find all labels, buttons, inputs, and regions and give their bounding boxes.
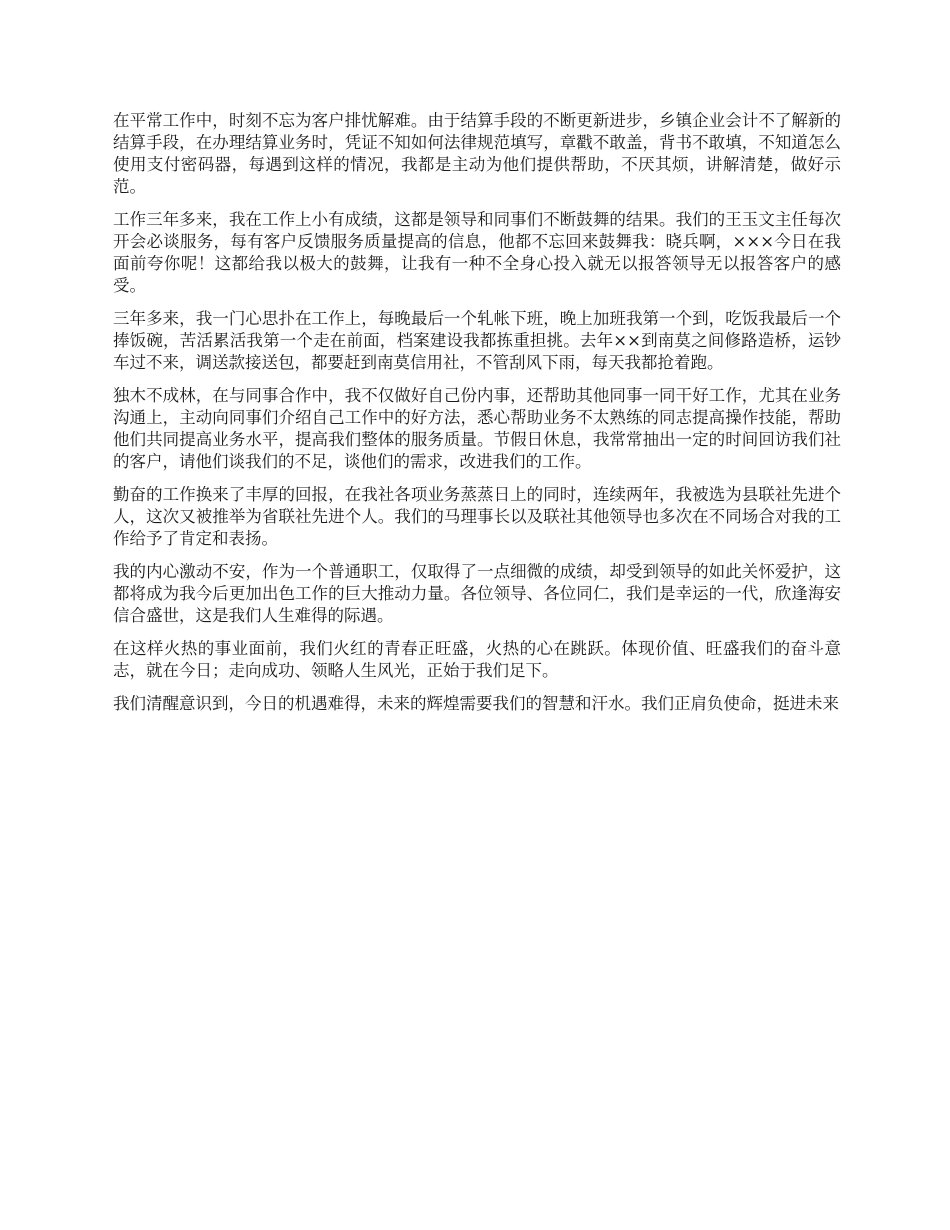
paragraph-3: 三年多来，我一门心思扑在工作上，每晚最后一个轧帐下班，晚上加班我第一个到，吃饭我最后一个捧饭碗，苦活累活我第一个走在前面，档案建设我都拣重担挑。去年××到南莫之间修路造桥，运钞车过不来，调送款接送包，都要赶到南莫信用社，不管刮风下雨，每天我都抢着跑。 [113, 309, 841, 372]
paragraph-5: 勤奋的工作换来了丰厚的回报，在我社各项业务蒸蒸日上的同时，连续两年，我被选为县联社先进个人，这次又被推举为省联社先进个人。我们的马理事长以及联社其他领导也多次在不同场合对我的工作给予了肯定和表扬。 [113, 485, 841, 548]
paragraph-1: 在平常工作中，时刻不忘为客户排忧解难。由于结算手段的不断更新进步，乡镇企业会计不了解新的结算手段，在办理结算业务时，凭证不知如何法律规范填写，章戳不敢盖，背书不敢填，不知道怎么使用支付密码器，每遇到这样的情况，我都是主动为他们提供帮助，不厌其烦，讲解清楚，做好示范。 [113, 111, 841, 196]
paragraph-4: 独木不成林，在与同事合作中，我不仅做好自己份内事，还帮助其他同事一同干好工作，尤其在业务沟通上，主动向同事们介绍自己工作中的好方法，悉心帮助业务不太熟练的同志提高操作技能，帮助他们共同提高业务水平，提高我们整体的服务质量。节假日休息，我常常抽出一定的时间回访我们社的客户，请他们谈我们的不足，谈他们的需求，改进我们的工作。 [113, 386, 841, 471]
paragraph-6: 我的内心激动不安，作为一个普通职工，仅取得了一点细微的成绩，却受到领导的如此关怀爱护，这都将成为我今后更加出色工作的巨大推动力量。各位领导、各位同仁，我们是幸运的一代，欣逢海安信合盛世，这是我们人生难得的际遇。 [113, 562, 841, 625]
document-body [113, 110, 841, 726]
paragraph-7: 在这样火热的事业面前，我们火红的青春正旺盛，火热的心在跳跃。体现价值、旺盛我们的奋斗意志，就在今日；走向成功、领略人生风光，正始于我们足下。 [113, 639, 841, 680]
paragraph-2: 工作三年多来，我在工作上小有成绩，这都是领导和同事们不断鼓舞的结果。我们的王玉文主任每次开会必谈服务，每有客户反馈服务质量提高的信息，他都不忘回来鼓舞我：晓兵啊，×××今日在我面前夸你呢！这都给我以极大的鼓舞，让我有一种不全身心投入就无以报答领导无以报答客户的感受。 [113, 210, 841, 295]
paragraph-8: 我们清醒意识到，今日的机遇难得，未来的辉煌需要我们的智慧和汗水。我们正肩负使命，挺进未来 [113, 694, 839, 713]
